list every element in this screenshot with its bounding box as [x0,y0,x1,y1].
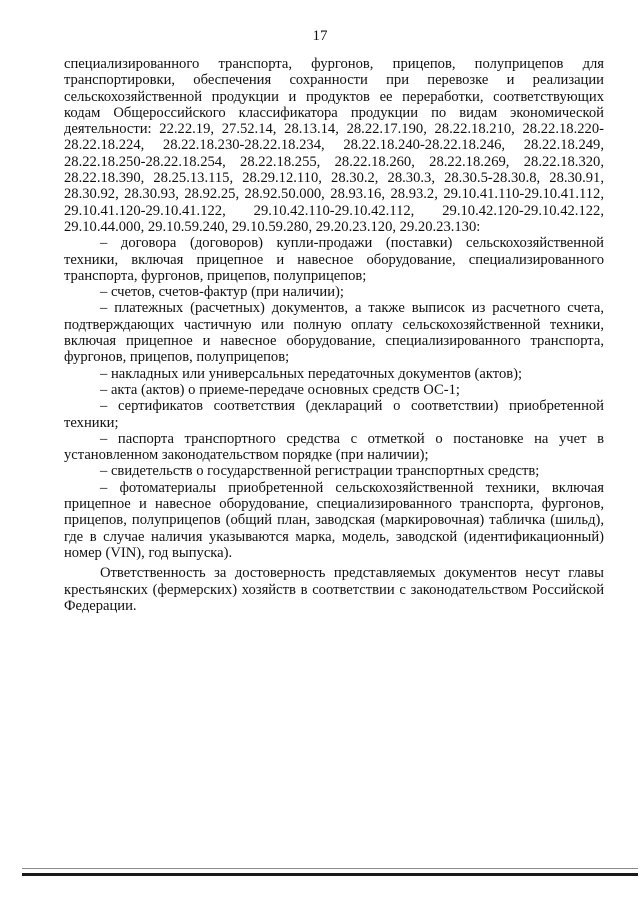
list-item-contracts: – договора (договоров) купли-продажи (поставки) сельскохозяйственной техники, включая прицепное и навесное оборудование, специализированного транспорта, фургонов, прицепов, полуприцепов; [64,235,604,284]
list-item-photos: – фотоматериалы приобретенной сельскохозяйственной техники, включая прицепное и навесное оборудование, специализированного транспорта, фургонов, прицепов, полуприцепов (общий план, заводская (маркировочная) табличка (шильд), где в случае наличия указываются марка, модель, заводской (идентификационный) номер (VIN), год выпуска). [64,479,604,561]
list-item-invoices: – счетов, счетов-фактур (при наличии); [100,284,344,301]
list-item-vehicle-passport: – паспорта транспортного средства с отметкой о постановке на учет в установленном законодательством порядке (при наличии); [64,430,604,464]
document-body [64,56,604,614]
closing-paragraph: Ответственность за достоверность представляемых документов несут главы крестьянских (фермерских) хозяйств в соответствии с законодательством Российской Федерации. [64,565,604,614]
list-item-waybills: – накладных или универсальных передаточных документов (актов); [100,365,523,382]
list-item-acceptance-acts: – акта (актов) о приеме-передаче основных средств ОС-1; [100,381,460,398]
list-item-certificates: – сертификатов соответствия (деклараций о соответствии) приобретенной техники; [64,398,604,431]
intro-paragraph: специализированного транспорта, фургонов, прицепов, полуприцепов для транспортировки, обеспечения сохранности при перевозке и реализации сельскохозяйственной продукции и продуктов ее переработки, соответствующих кодам Общероссийского классификатора продукции по видам экономической деятельности: 22.22.19, 27.52.14, 28.13.14, 28.22.17.190, 28.22.18.210, 28.22.18.220-28.22.18.224, 28.22.18.230-28.22.18.234, 28.22.18.240-28.22.18.246, 28.22.18.249, 28.22.18.250-28.22.18.254, 28.22.18.255, 28.22.18.260, 28.22.18.269, 28.22.18.320, 28.22.18.390, 28.25.13.115, 28.29.12.110, 28.30.2, 28.30.3, 28.30.5-28.30.8, 28.30.91, 28.30.92, 28.30.93, 28.92.25, 28.92.50.000, 28.93.16, 28.93.2, 29.10.41.110-29.10.41.112, 29.10.41.120-29.10.41.122, 29.10.42.110-29.10.42.112, 29.10.42.120-29.10.42.122, 29.10.44.000, 29.10.59.240, 29.10.59.280, 29.20.23.120, 29.20.23.130: [64,56,604,235]
list-item-registration-certificates: – свидетельств о государственной регистрации транспортных средств; [100,463,540,480]
bottom-divider [22,873,638,876]
page-number: 17 [312,28,328,44]
bottom-divider-thin [22,868,638,869]
list-item-payment-documents: – платежных (расчетных) документов, а также выписок из расчетного счета, подтверждающих частичную или полную оплату сельскохозяйственной техники, включая прицепное и навесное оборудование, специализированного транспорта, фургонов, прицепов, полуприцепов; [64,300,604,366]
